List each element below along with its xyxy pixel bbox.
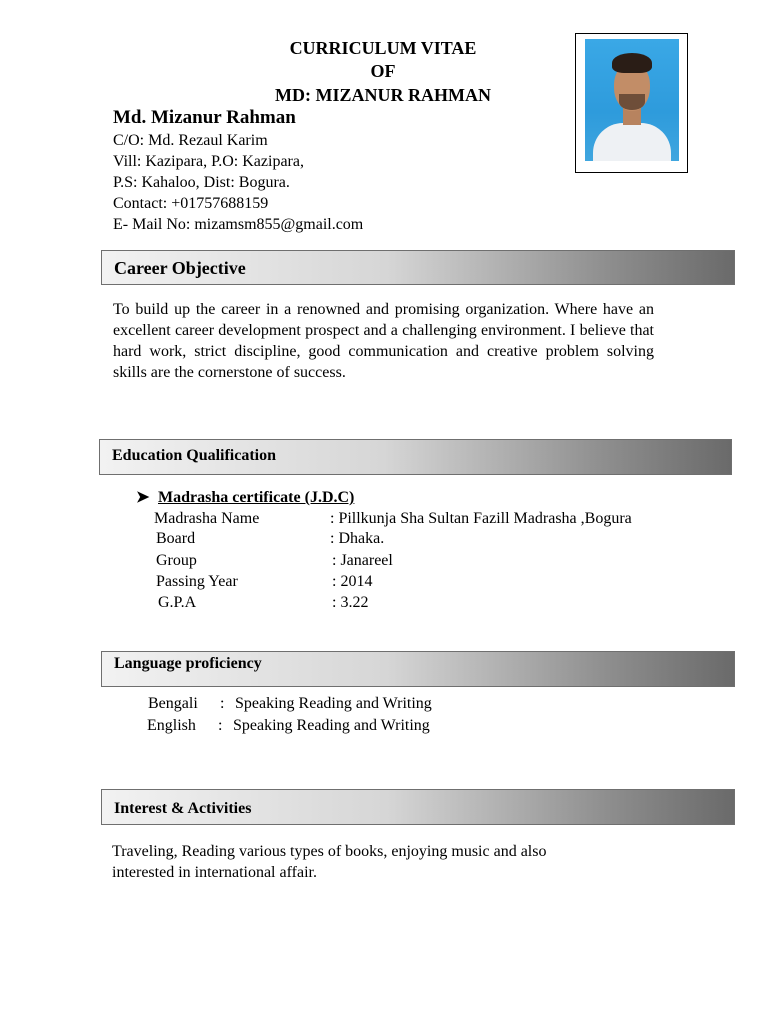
edu-label-gpa: G.P.A [158, 594, 197, 611]
cv-title: CURRICULUM VITAE [289, 38, 477, 58]
cv-title-of: OF [370, 61, 396, 81]
language-sep-bengali: : [220, 695, 225, 712]
contact-email: E- Mail No: mizamsm855@gmail.com [113, 216, 364, 233]
language-heading: Language proficiency [114, 655, 262, 672]
edu-value-madrasha: : Pillkunja Sha Sultan Fazill Madrasha ,Bogura [330, 510, 632, 527]
career-objective-header [101, 250, 735, 285]
career-objective-text: To build up the career in a renowned and promising organization. Where have an excellent career development prospect and a challenging environment. I believe that hard work, strict discipline, good communication and creative problem solving skills are the cornerstone of success. [113, 301, 654, 381]
interest-text: Traveling, Reading various types of books, enjoying music and also interested in international affair. [112, 843, 547, 881]
edu-value-board: : Dhaka. [330, 530, 385, 547]
interest-header [101, 789, 735, 825]
language-name-english: English [147, 717, 196, 734]
education-certificate [136, 487, 354, 507]
village-address: Vill: Kazipara, P.O: Kazipara, [113, 153, 304, 170]
edu-label-passing-year: Passing Year [156, 573, 238, 590]
language-skills-english: Speaking Reading and Writing [233, 717, 430, 734]
language-sep-english: : [218, 717, 223, 734]
career-objective-heading: Career Objective [114, 258, 246, 278]
edu-value-group: : Janareel [332, 552, 393, 569]
edu-label-board: Board [156, 530, 196, 547]
language-header [101, 651, 735, 687]
contact-phone: Contact: +01757688159 [113, 195, 269, 212]
cv-title-name: MD: MIZANUR RAHMAN [275, 85, 491, 105]
ps-district-address: P.S: Kahaloo, Dist: Bogura. [113, 174, 290, 191]
edu-label-group: Group [156, 552, 197, 569]
edu-value-passing-year: : 2014 [332, 573, 373, 590]
edu-value-gpa: : 3.22 [332, 594, 369, 611]
profile-photo-frame [575, 33, 688, 173]
language-name-bengali: Bengali [148, 695, 198, 712]
edu-label-madrasha: Madrasha Name [154, 510, 260, 527]
interest-heading: Interest & Activities [114, 800, 252, 817]
applicant-name: Md. Mizanur Rahman [113, 107, 296, 128]
education-heading: Education Qualification [112, 447, 277, 464]
language-skills-bengali: Speaking Reading and Writing [235, 695, 432, 712]
profile-photo [585, 39, 679, 161]
education-header [99, 439, 732, 475]
care-of: C/O: Md. Rezaul Karim [113, 132, 268, 149]
certificate-title: Madrasha certificate (J.D.C) [158, 489, 355, 506]
arrow-bullet-icon: ➤ [136, 489, 150, 506]
